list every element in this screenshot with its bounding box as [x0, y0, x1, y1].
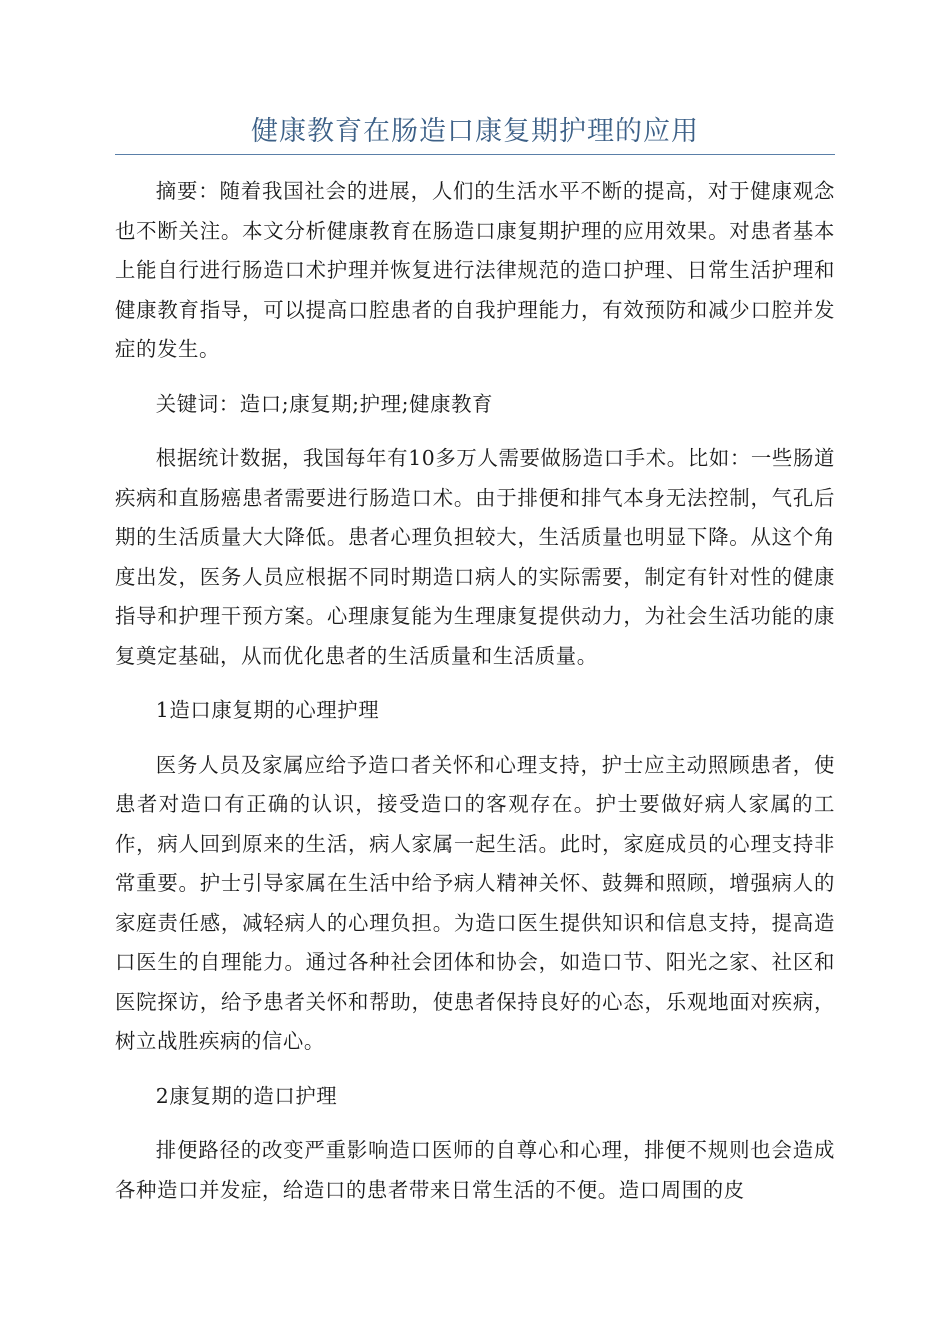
document-body [115, 172, 835, 1225]
section-2-paragraph: 排便路径的改变严重影响造口医师的自尊心和心理，排便不规则也会造成各种造口并发症，给造口的患者带来日常生活的不便。造口周围的皮 [115, 1138, 835, 1202]
section-2-heading: 2康复期的造口护理 [155, 1083, 338, 1108]
section-1-heading: 1造口康复期的心理护理 [155, 698, 380, 722]
document-title: 健康教育在肠造口康复期护理的应用 [251, 116, 699, 147]
intro-paragraph: 根据统计数据，我国每年有10多万人需要做肠造口手术。比如：一些肠道疾病和直肠癌患者需要进行肠造口术。由于排便和排气本身无法控制，气孔后期的生活质量大大降低。患者心理负担较大，生活质量也明显下降。从这个角度出发，医务人员应根据不同时期造口病人的实际需要，制定有针对性的健康指导和护理干预方案。心理康复能为生理康复提供动力，为社会生活功能的康复奠定基础，从而优化患者的生活质量和生活质量。 [115, 446, 835, 668]
keywords-line: 关键词：造口;康复期;护理;健康教育 [155, 391, 494, 416]
title-underline [115, 154, 835, 155]
section-1-paragraph: 医务人员及家属应给予造口者关怀和心理支持，护士应主动照顾患者，使患者对造口有正确的认识，接受造口的客观存在。护士要做好病人家属的工作，病人回到原来的生活，病人家属一起生活。此时，家庭成员的心理支持非常重要。护士引导家属在生活中给予病人精神关怀、鼓舞和照顾，增强病人的家庭责任感，减轻病人的心理负担。为造口医生提供知识和信息支持，提高造口医生的自理能力。通过各种社会团体和协会，如造口节、阳光之家、社区和医院探访，给予患者关怀和帮助，使患者保持良好的心态，乐观地面对疾病，树立战胜疾病的信心。 [115, 752, 835, 1053]
abstract-paragraph: 摘要：随着我国社会的进展，人们的生活水平不断的提高，对于健康观念也不断关注。本文分析健康教育在肠造口康复期护理的应用效果。对患者基本上能自行进行肠造口术护理并恢复进行法律规范的造口护理、日常生活护理和健康教育指导，可以提高口腔患者的自我护理能力，有效预防和减少口腔并发症的发生。 [115, 179, 835, 361]
